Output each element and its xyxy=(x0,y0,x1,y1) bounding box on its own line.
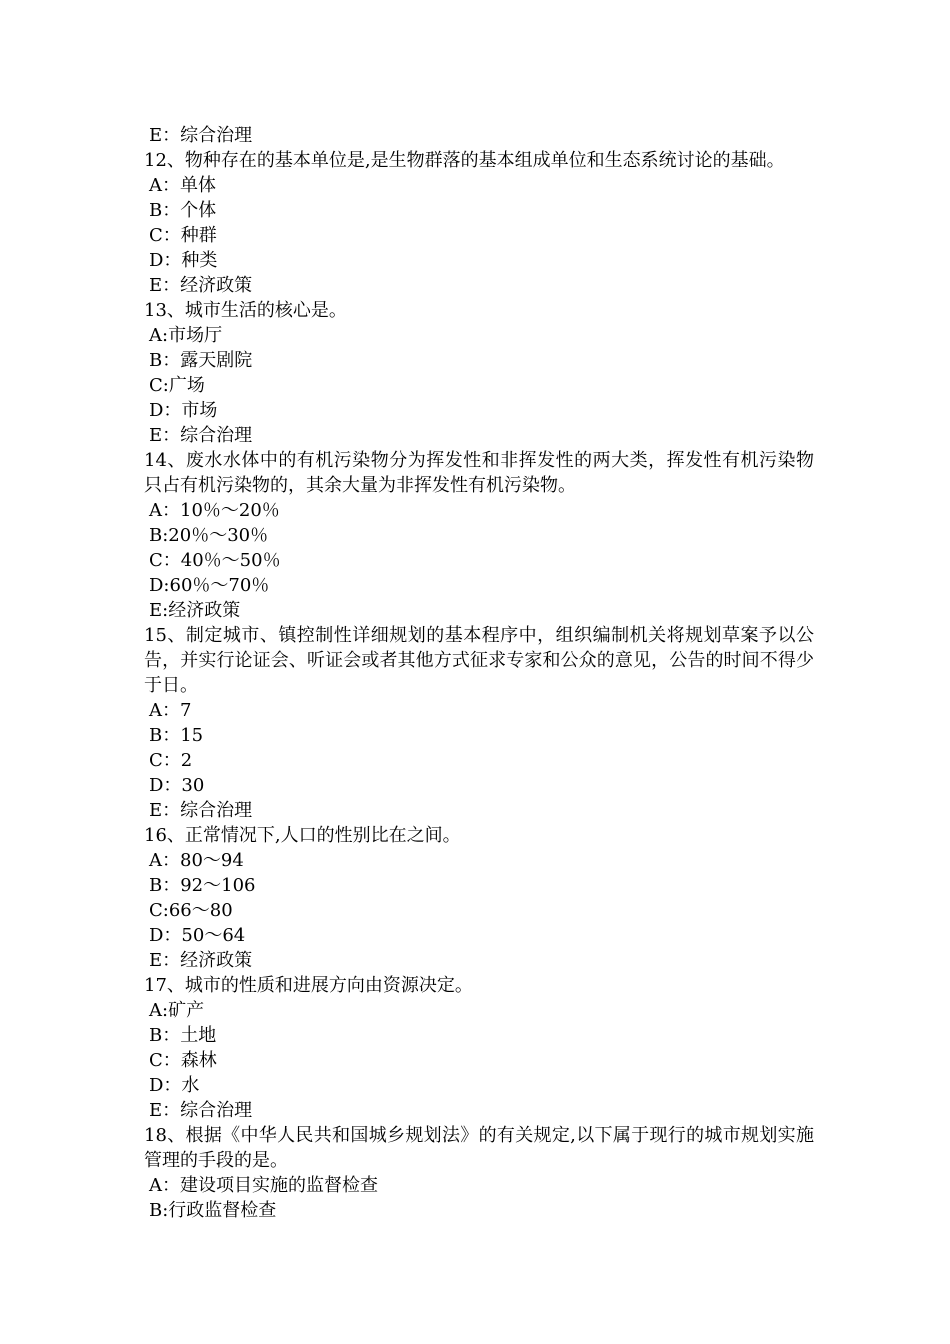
answer-option: B：个体 xyxy=(149,200,217,221)
question-text: 15、制定城市、镇控制性详细规划的基本程序中，组织编制机关将规划草案予以公告，并实行论证会、听证会或者其他方式征求专家和公众的意见，公告的时间不得少于日。 xyxy=(144,625,814,696)
answer-option: B:行政监督检查 xyxy=(149,1200,277,1221)
answer-option: E：综合治理 xyxy=(149,1100,253,1121)
answer-option: D：种类 xyxy=(149,250,218,271)
answer-option: E：综合治理 xyxy=(149,425,253,446)
answer-option: D:60％～70％ xyxy=(149,575,270,596)
answer-option: B：露天剧院 xyxy=(149,350,253,371)
question-text: 16、正常情况下,人口的性别比在之间。 xyxy=(144,825,461,846)
answer-option: E:经济政策 xyxy=(149,600,241,621)
answer-option: C：种群 xyxy=(149,225,217,246)
answer-option: E：经济政策 xyxy=(149,275,253,296)
document-page xyxy=(144,123,814,1223)
answer-option: D：50～64 xyxy=(149,925,246,946)
answer-option: B：土地 xyxy=(149,1025,217,1046)
answer-option: E：综合治理 xyxy=(149,125,253,146)
answer-option: A：7 xyxy=(149,700,192,721)
answer-option: C：2 xyxy=(149,750,193,771)
answer-option: B：15 xyxy=(149,725,204,746)
answer-option: A：10％～20％ xyxy=(149,500,280,521)
answer-option: E：综合治理 xyxy=(149,800,253,821)
answer-option: B:20％～30％ xyxy=(149,525,269,546)
answer-option: A:市场厅 xyxy=(149,325,223,346)
question-text: 18、根据《中华人民共和国城乡规划法》的有关规定,以下属于现行的城市规划实施管理的手段的是。 xyxy=(144,1125,814,1171)
question-text: 12、物种存在的基本单位是,是生物群落的基本组成单位和生态系统讨论的基础。 xyxy=(144,150,785,171)
answer-option: E：经济政策 xyxy=(149,950,253,971)
answer-option: A：建设项目实施的监督检查 xyxy=(149,1175,378,1196)
question-text: 13、城市生活的核心是。 xyxy=(144,300,347,321)
answer-option: D：30 xyxy=(149,775,205,796)
answer-option: C:广场 xyxy=(149,375,205,396)
answer-option: A：80～94 xyxy=(149,850,244,871)
answer-option: C：森林 xyxy=(149,1050,217,1071)
question-text: 14、废水水体中的有机污染物分为挥发性和非挥发性的两大类，挥发性有机污染物只占有机污染物的，其余大量为非挥发性有机污染物。 xyxy=(144,450,814,496)
answer-option: B：92～106 xyxy=(149,875,256,896)
answer-option: C:66～80 xyxy=(149,900,233,921)
answer-option: A:矿产 xyxy=(149,1000,205,1021)
answer-option: C：40％～50％ xyxy=(149,550,281,571)
answer-option: D：水 xyxy=(149,1075,200,1096)
answer-option: D：市场 xyxy=(149,400,218,421)
question-text: 17、城市的性质和进展方向由资源决定。 xyxy=(144,975,473,996)
answer-option: A：单体 xyxy=(149,175,216,196)
